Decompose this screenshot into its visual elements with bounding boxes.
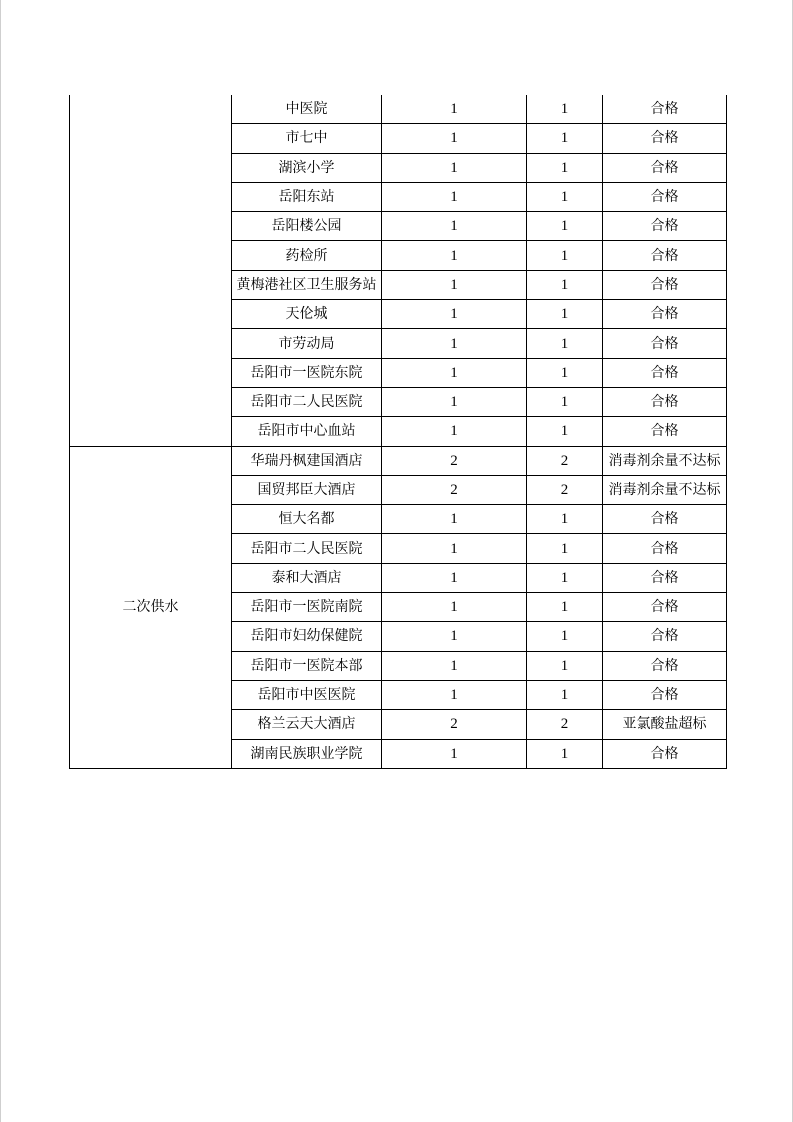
qualified-count-cell: 1	[527, 622, 603, 651]
qualified-count-cell: 1	[527, 387, 603, 416]
result-cell: 合格	[603, 593, 727, 622]
result-cell: 合格	[603, 124, 727, 153]
sample-count-cell: 2	[382, 475, 527, 504]
result-cell: 合格	[603, 241, 727, 270]
result-cell: 合格	[603, 417, 727, 446]
sample-count-cell: 1	[382, 387, 527, 416]
qualified-count-cell: 2	[527, 710, 603, 739]
sample-count-cell: 1	[382, 270, 527, 299]
result-cell: 合格	[603, 680, 727, 709]
inspection-table-body	[70, 95, 727, 768]
result-cell: 合格	[603, 182, 727, 211]
qualified-count-cell: 2	[527, 475, 603, 504]
site-name-cell: 泰和大酒店	[232, 563, 382, 592]
group-name-cell	[70, 95, 232, 446]
sample-count-cell: 1	[382, 153, 527, 182]
site-name-cell: 华瑞丹枫建国酒店	[232, 446, 382, 475]
table-row	[70, 95, 727, 124]
sample-count-cell: 1	[382, 358, 527, 387]
site-name-cell: 中医院	[232, 95, 382, 124]
sample-count-cell: 1	[382, 124, 527, 153]
result-cell: 合格	[603, 358, 727, 387]
site-name-cell: 黄梅港社区卫生服务站	[232, 270, 382, 299]
qualified-count-cell: 1	[527, 329, 603, 358]
site-name-cell: 天伦城	[232, 300, 382, 329]
site-name-cell: 岳阳市二人民医院	[232, 534, 382, 563]
site-name-cell: 湖滨小学	[232, 153, 382, 182]
qualified-count-cell: 1	[527, 241, 603, 270]
site-name-cell: 格兰云天大酒店	[232, 710, 382, 739]
sample-count-cell: 1	[382, 622, 527, 651]
qualified-count-cell: 1	[527, 739, 603, 768]
result-cell: 合格	[603, 651, 727, 680]
table-row	[70, 446, 727, 475]
site-name-cell: 岳阳市中医医院	[232, 680, 382, 709]
qualified-count-cell: 1	[527, 300, 603, 329]
result-cell: 合格	[603, 563, 727, 592]
site-name-cell: 岳阳市中心血站	[232, 417, 382, 446]
result-cell: 合格	[603, 622, 727, 651]
site-name-cell: 岳阳市一医院本部	[232, 651, 382, 680]
sample-count-cell: 1	[382, 651, 527, 680]
site-name-cell: 恒大名都	[232, 505, 382, 534]
site-name-cell: 岳阳楼公园	[232, 212, 382, 241]
result-cell: 合格	[603, 153, 727, 182]
qualified-count-cell: 1	[527, 95, 603, 124]
site-name-cell: 岳阳市妇幼保健院	[232, 622, 382, 651]
site-name-cell: 市劳动局	[232, 329, 382, 358]
site-name-cell: 国贸邦臣大酒店	[232, 475, 382, 504]
result-cell: 合格	[603, 212, 727, 241]
group-name-cell: 二次供水	[70, 446, 232, 768]
result-cell: 合格	[603, 270, 727, 299]
result-cell: 合格	[603, 534, 727, 563]
sample-count-cell: 1	[382, 182, 527, 211]
result-cell: 消毒剂余量不达标	[603, 446, 727, 475]
result-cell: 合格	[603, 95, 727, 124]
result-cell: 合格	[603, 387, 727, 416]
qualified-count-cell: 1	[527, 534, 603, 563]
qualified-count-cell: 1	[527, 680, 603, 709]
result-cell: 合格	[603, 329, 727, 358]
sample-count-cell: 2	[382, 446, 527, 475]
result-cell: 亚氯酸盐超标	[603, 710, 727, 739]
qualified-count-cell: 1	[527, 505, 603, 534]
qualified-count-cell: 1	[527, 593, 603, 622]
sample-count-cell: 1	[382, 300, 527, 329]
result-cell: 合格	[603, 505, 727, 534]
result-cell: 合格	[603, 739, 727, 768]
sample-count-cell: 1	[382, 680, 527, 709]
qualified-count-cell: 1	[527, 270, 603, 299]
qualified-count-cell: 1	[527, 182, 603, 211]
qualified-count-cell: 1	[527, 417, 603, 446]
sample-count-cell: 1	[382, 212, 527, 241]
qualified-count-cell: 1	[527, 212, 603, 241]
qualified-count-cell: 2	[527, 446, 603, 475]
qualified-count-cell: 1	[527, 651, 603, 680]
sample-count-cell: 1	[382, 534, 527, 563]
qualified-count-cell: 1	[527, 124, 603, 153]
qualified-count-cell: 1	[527, 153, 603, 182]
site-name-cell: 市七中	[232, 124, 382, 153]
site-name-cell: 岳阳市一医院南院	[232, 593, 382, 622]
sample-count-cell: 1	[382, 95, 527, 124]
site-name-cell: 岳阳市一医院东院	[232, 358, 382, 387]
qualified-count-cell: 1	[527, 358, 603, 387]
sample-count-cell: 1	[382, 563, 527, 592]
site-name-cell: 岳阳东站	[232, 182, 382, 211]
sample-count-cell: 1	[382, 329, 527, 358]
site-name-cell: 岳阳市二人民医院	[232, 387, 382, 416]
sample-count-cell: 1	[382, 593, 527, 622]
inspection-table	[69, 95, 727, 769]
site-name-cell: 湖南民族职业学院	[232, 739, 382, 768]
sample-count-cell: 2	[382, 710, 527, 739]
site-name-cell: 药检所	[232, 241, 382, 270]
sample-count-cell: 1	[382, 505, 527, 534]
sample-count-cell: 1	[382, 417, 527, 446]
qualified-count-cell: 1	[527, 563, 603, 592]
result-cell: 消毒剂余量不达标	[603, 475, 727, 504]
result-cell: 合格	[603, 300, 727, 329]
sample-count-cell: 1	[382, 739, 527, 768]
sample-count-cell: 1	[382, 241, 527, 270]
